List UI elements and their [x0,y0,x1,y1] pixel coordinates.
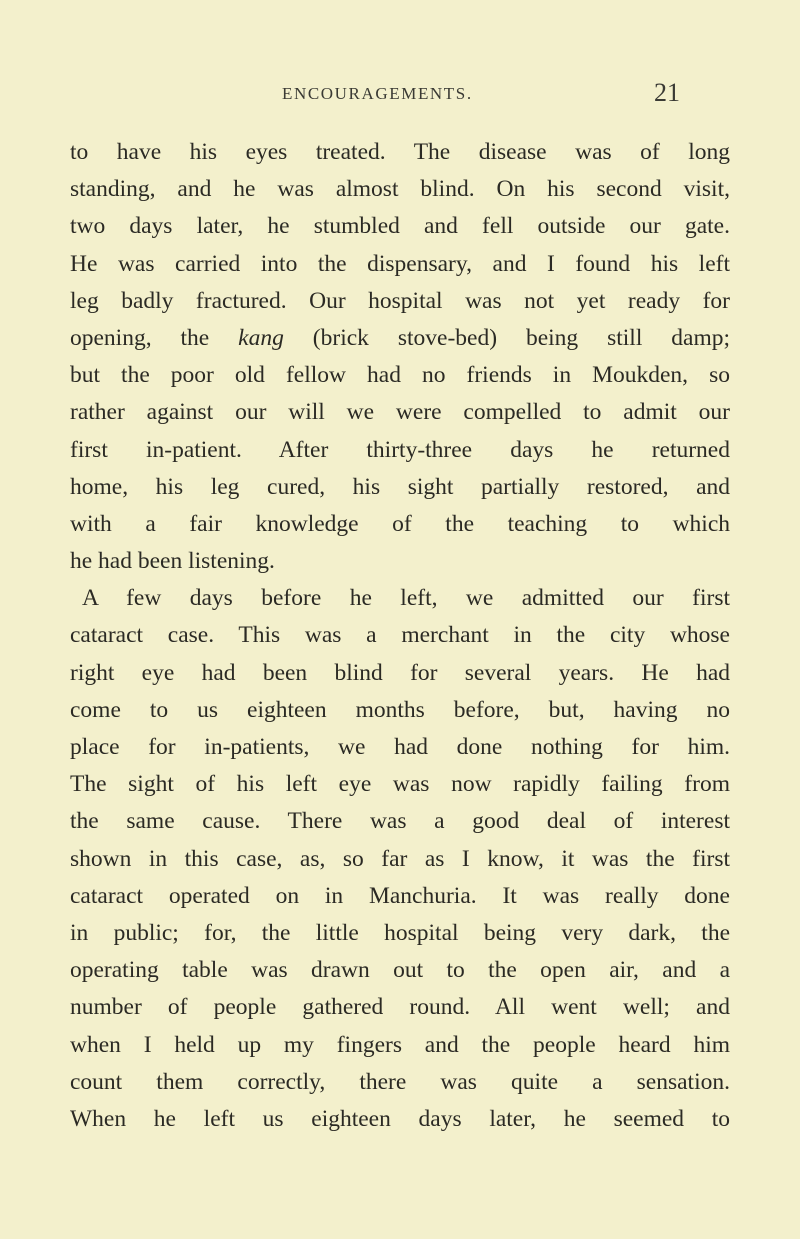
text-line: leg badly fractured. Our hospital was not yet ready for [70,287,730,314]
text-line: cataract operated on in Manchuria. It was really done [70,882,730,909]
text-fragment: (brick stove-bed) being still damp; [312,324,731,351]
body-text [70,134,730,1138]
running-title: ENCOURAGEMENTS. [282,84,473,103]
text-line: when I held up my fingers and the people heard him [70,1031,730,1058]
text-line: cataract case. This was a merchant in the city whose [70,622,730,649]
text-line: he had been listening. [70,548,275,575]
text-line: He was carried into the dispensary, and I found his left [70,250,730,277]
italic-term: kang [238,324,284,351]
text-line: two days later, he stumbled and fell outside our gate. [70,213,730,240]
text-line: When he left us eighteen days later, he seemed to [70,1105,730,1132]
text-line: The sight of his left eye was now rapidly failing from [70,771,730,798]
running-head [0,78,800,112]
text-line: count them correctly, there was quite a sensation. [70,1068,730,1095]
text-line: to have his eyes treated. The disease was of long [70,139,730,165]
text-line: come to us eighteen months before, but, having no [70,696,730,723]
text-line: shown in this case, as, so far as I know, it was the first [70,845,730,872]
text-line: the same cause. There was a good deal of interest [70,808,730,835]
text-line: with a fair knowledge of the teaching to which [70,510,730,537]
text-line: number of people gathered round. All went well; and [70,994,730,1021]
text-line: place for in-patients, we had done nothing for him. [70,734,730,760]
text-line [70,320,730,357]
text-line: in public; for, the little hospital being very dark, the [70,919,730,946]
text-line: operating table was drawn out to the open air, and a [70,957,730,984]
text-line: first in-patient. After thirty-three days he returned [70,436,730,463]
text-line: A few days before he left, we admitted our first [82,585,730,612]
page-number: 21 [654,78,680,107]
text-line: but the poor old fellow had no friends in Moukden, so [70,362,730,389]
text-line: home, his leg cured, his sight partially restored, and [70,473,730,500]
text-line: right eye had been blind for several years. He had [70,659,730,686]
text-fragment: opening, the [70,324,210,351]
text-line: rather against our will we were compelled to admit our [70,399,730,426]
text-line: standing, and he was almost blind. On his second visit, [70,176,730,203]
